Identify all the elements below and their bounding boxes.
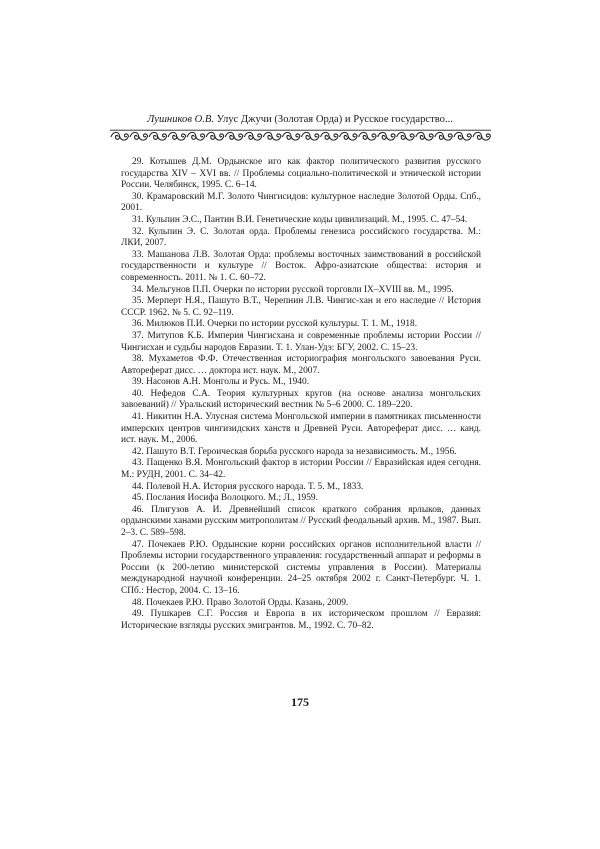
reference-list — [121, 157, 481, 632]
ornament-curl — [168, 132, 186, 140]
reference-item: 43. Пащенко В.Я. Монгольский фактор в истории России // Евразийская идея сегодня. М.: РУДН, 2001. С. 34–42. — [121, 458, 481, 481]
ornament-curl — [340, 132, 358, 140]
ornament-curl — [378, 132, 396, 140]
decorative-ornament-border — [110, 129, 491, 143]
reference-item: 33. Машанова Л.В. Золотая Орда: проблемы восточных заимствований в российской государственности и культуре // Восток. Афро-азиатские общества: история и современность. 2011. № 1. С. 60–72. — [121, 249, 481, 283]
running-head-author: Лушников О.В. — [147, 114, 215, 125]
ornament-curl — [111, 132, 129, 140]
ornament-curl — [187, 132, 205, 140]
reference-item: 49. Пушкарев С.Г. Россия и Европа в их историческом прошлом // Евразия: Исторические взгляды русских эмигрантов. М., 1992. С. 70–82. — [121, 609, 481, 631]
reference-item: 44. Полевой Н.А. История русского народа. Т. 5. М., 1833. — [132, 481, 364, 492]
ornament-curl — [454, 132, 472, 140]
ornament-curl — [435, 132, 453, 140]
ornament-curl — [244, 132, 262, 140]
reference-item: 48. Почекаев Р.Ю. Право Золотой Орды. Казань, 2009. — [132, 597, 349, 608]
reference-item: 30. Крамаровский М.Г. Золото Чингисидов: культурное наследие Золотой Орды. Спб., 2001. — [121, 191, 481, 214]
reference-item: 35. Мерперт Н.Я., Пашуто В.Т., Черепнин Л.В. Чингис-хан и его наследие // История СССР. 1962. № 5. С. 92–119. — [121, 296, 481, 318]
ornament-curl — [359, 132, 377, 140]
reference-item: 31. Кульпин Э.С., Пантин В.И. Генетические коды цивилизаций. М., 1995. С. 47–54. — [132, 214, 468, 225]
reference-item: 39. Насонов А.Н. Монголы и Русь. М., 1940. — [132, 377, 310, 388]
running-head-title: Улус Джучи (Золотая Орда) и Русское государство... — [216, 114, 453, 125]
reference-item: 42. Пашуто В.Т. Героическая борьба русского народа за независимость. М., 1956. — [132, 446, 457, 457]
ornament-curl — [263, 132, 281, 140]
reference-item: 40. Нефедов С.А. Теория культурных кругов (на основе анализа монгольских завоеваний) // Уральский исторический вестник № 5–6 2000. С. 189–220. — [121, 388, 481, 411]
reference-item: 41. Никитин Н.А. Улусная система Монгольской империи в памятниках письменности имперских центров чингизидских ханств и Древней Руси. Автореферат дисс. … канд. ист. наук. М., 2006. — [121, 412, 481, 446]
reference-item: 36. Милюков П.И. Очерки по истории русской культуры. Т. 1. М., 1918. — [132, 319, 418, 330]
ornament-curl — [473, 132, 491, 140]
ornament-curl — [321, 132, 339, 140]
reference-item: 46. Плигузов А. И. Древнейший список краткого собрания ярлыков, данных ордынскими ханами русским митрополитам // Русский феодальный архив. М., 1987. Вып. 2–3. С. 589–598. — [121, 504, 481, 538]
page-number: 175 — [291, 695, 309, 709]
ornament-curl — [416, 132, 434, 140]
ornament-curl — [397, 132, 415, 140]
reference-item: 47. Почекаев Р.Ю. Ордынские корни российских органов исполнительной власти // Проблемы истории государственного управления: государственный аппарат и реформы в России (к 200-летию министерской системы управления в России). Материалы международной научной конференции. 24–25 октября 2002 г. Санкт-Петербург. Ч. 1. СПб.: Нестор, 2004. С. 13–16. — [121, 539, 481, 596]
reference-item: 32. Кульпин Э. С. Золотая орда. Проблемы генезиса российского государства. М.: ЛКИ, 2007. — [121, 226, 481, 249]
ornament-curl — [282, 132, 300, 140]
reference-item: 29. Котышев Д.М. Ордынское иго как фактор политического развития русского государства XIV – XVI вв. // Проблемы социально-политической и этнической истории России. Челябинск, 1995. С. 6–14. — [121, 157, 481, 191]
ornament-curl — [130, 132, 148, 140]
ornament-curl — [302, 132, 320, 140]
running-head — [110, 113, 490, 126]
reference-item: 38. Мухаметов Ф.Ф. Отечественная историография монгольского завоевания Руси. Автореферат дисс. … доктора ист. наук. М., 2007. — [121, 354, 481, 376]
ornament-curl — [206, 132, 224, 140]
reference-item: 37. Митупов К.Б. Империя Чингисхана и современные проблемы истории России // Чингисхан и судьбы народов Евразии. Т. 1. Улан-Удэ: БГУ, 2002. С. 15–23. — [121, 330, 481, 353]
reference-item: 45. Послания Иосифа Волоцкого. М.; Л., 1959. — [132, 493, 318, 504]
reference-item: 34. Мельгунов П.П. Очерки по истории русской торговли IX–XVIII вв. М., 1995. — [132, 284, 454, 295]
ornament-curl — [149, 132, 167, 140]
ornament-curl — [225, 132, 243, 140]
